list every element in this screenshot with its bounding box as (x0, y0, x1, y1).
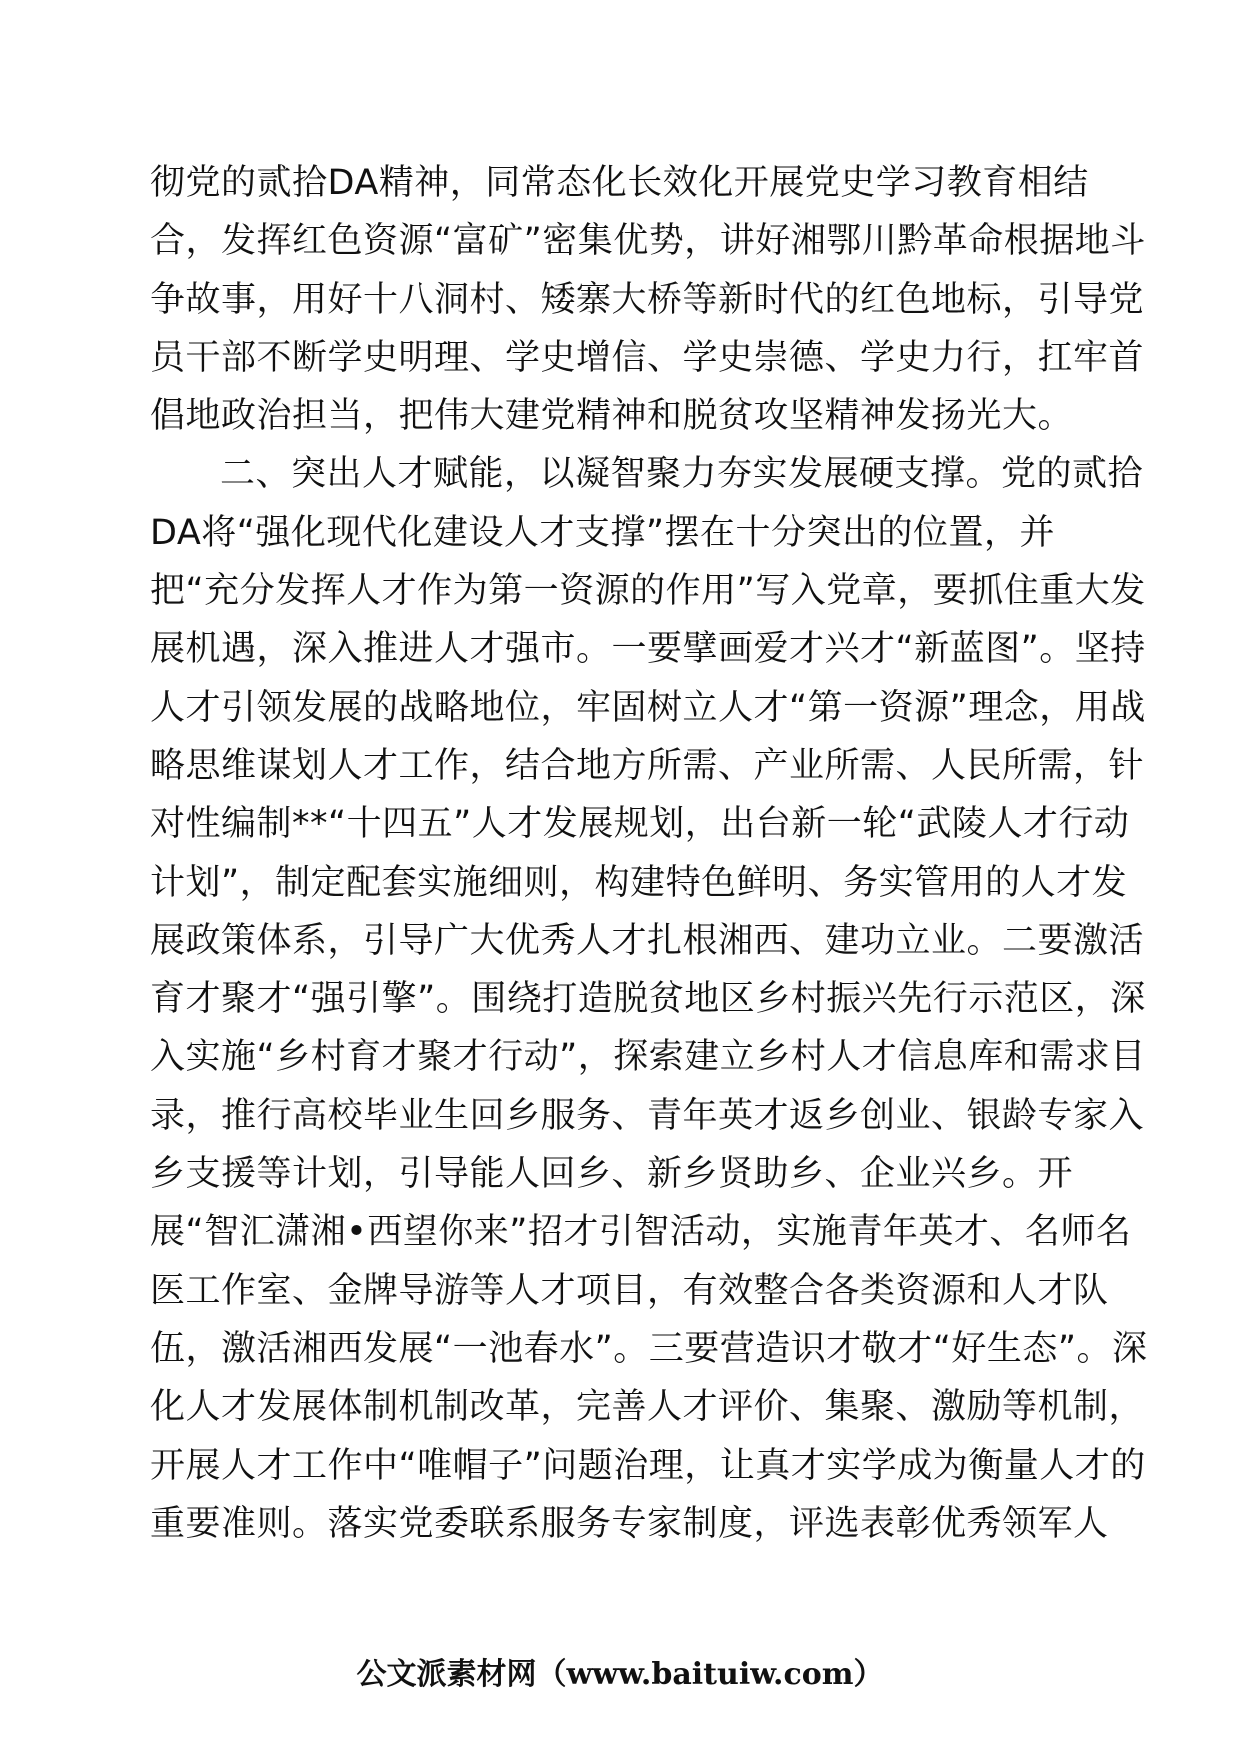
text-line: 开展人才工作中“唯帽子”问题治理，让真才实学成为衡量人才的 (150, 1445, 1146, 1486)
text-line: 计划”，制定配套实施细则，构建特色鲜明、务实管用的人才发 (150, 862, 1128, 903)
text-line: 展“智汇潇湘•西望你来”招才引智活动，实施青年英才、名师名 (150, 1212, 1132, 1253)
text-line: 乡支援等计划，引导能人回乡、新乡贤助乡、企业兴乡。开 (150, 1154, 1074, 1195)
text-line: 育才聚才“强引擎”。围绕打造脱贫地区乡村振兴先行示范区，深 (150, 979, 1146, 1020)
text-line: 入实施“乡村育才聚才行动”，探索建立乡村人才信息库和需求目 (150, 1037, 1146, 1078)
text-line: 展政策体系，引导广大优秀人才扎根湘西、建功立业。二要激活 (150, 920, 1145, 961)
text-line: 把“充分发挥人才作为第一资源的作用”写入党章，要抓住重大发 (150, 571, 1146, 612)
text-line: 对性编制**“十四五”人才发展规划，出台新一轮“武陵人才行动 (150, 804, 1130, 845)
text-line: 录，推行高校毕业生回乡服务、青年英才返乡创业、银龄专家入 (150, 1095, 1145, 1136)
text-line: 略思维谋划人才工作，结合地方所需、产业所需、人民所需，针 (150, 745, 1145, 786)
text-line: 重要准则。落实党委联系服务专家制度，评选表彰优秀领军人 (150, 1503, 1109, 1544)
page-footer: 公文派素材网（www.baituiw.com） (356, 1657, 884, 1692)
text-line: 员干部不断学史明理、学史增信、学史崇德、学史力行，扛牢首 (150, 337, 1145, 378)
text-line: 争故事，用好十八洞村、矮寨大桥等新时代的红色地标，引导党 (150, 279, 1145, 320)
text-line: DA将“强化现代化建设人才支撑”摆在十分突出的位置，并 (150, 512, 1056, 553)
body-text (150, 154, 1148, 1553)
text-line: 医工作室、金牌导游等人才项目，有效整合各类资源和人才队 (150, 1270, 1109, 1311)
text-line: 彻党的贰拾DA精神，同常态化长效化开展党史学习教育相结 (150, 163, 1089, 203)
text-line: 合，发挥红色资源“富矿”密集优势，讲好湘鄂川黔革命根据地斗 (150, 221, 1146, 262)
text-line: 倡地政治担当，把伟大建党精神和脱贫攻坚精神发扬光大。 (150, 396, 1074, 437)
text-line: 化人才发展体制机制改革，完善人才评价、集聚、激励等机制， (150, 1387, 1145, 1428)
text-line: 展机遇，深入推进人才强市。一要擘画爱才兴才“新蓝图”。坚持 (150, 629, 1146, 670)
text-line: 人才引领发展的战略地位，牢固树立人才“第一资源”理念，用战 (150, 687, 1146, 728)
section-heading-line: 二、突出人才赋能，以凝智聚力夯实发展硬支撑。党的贰拾 (220, 454, 1144, 495)
text-line: 伍，激活湘西发展“一池春水”。三要营造识才敬才“好生态”。深 (150, 1328, 1148, 1369)
